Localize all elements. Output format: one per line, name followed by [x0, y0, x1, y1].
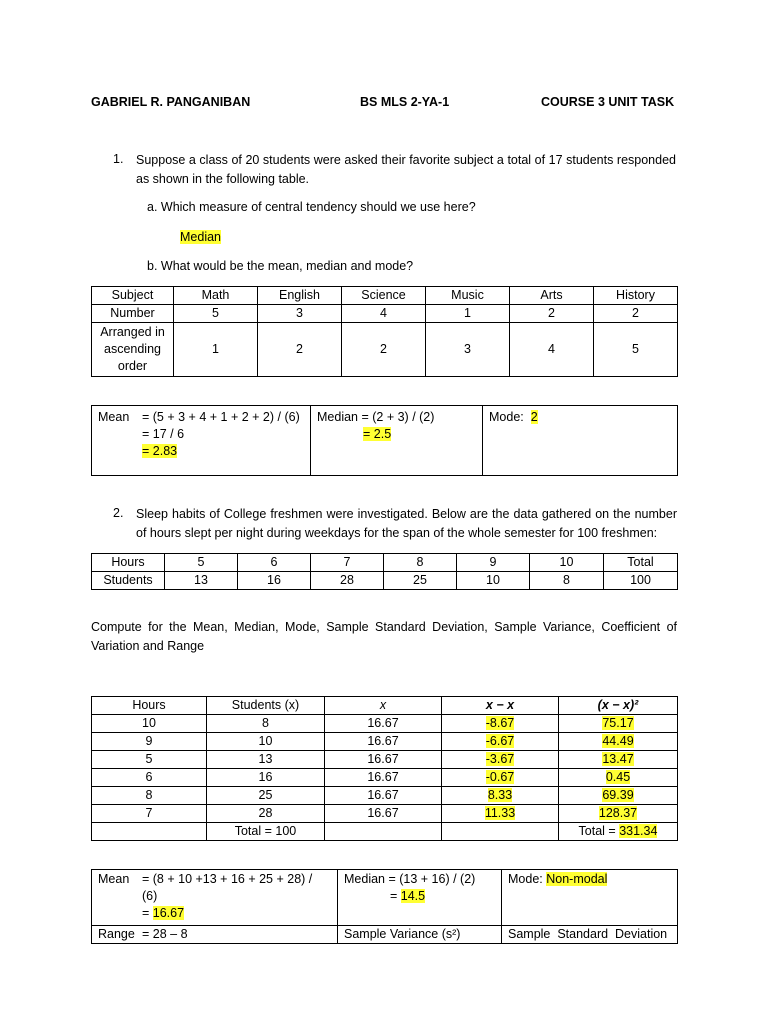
arranged-cell: 1 — [174, 323, 258, 377]
mean-formula: = (5 + 3 + 4 + 1 + 2 + 2) / (6) — [142, 410, 300, 424]
row-label-number: Number — [92, 305, 174, 323]
arranged-cell: 2 — [258, 323, 342, 377]
deviation-value: -8.67 — [485, 716, 515, 730]
calc-cell: 28 — [207, 805, 325, 823]
calc-header: Students (x) — [207, 697, 325, 715]
deviation-value: -6.67 — [485, 734, 515, 748]
calc-cell: 5 — [92, 751, 207, 769]
calc-cell: 10 — [207, 733, 325, 751]
number-row — [92, 305, 678, 323]
variance-cell: Sample Variance (s²) — [338, 926, 502, 944]
squared-value: 44.49 — [602, 734, 634, 748]
total-row — [92, 823, 678, 841]
summary-median-cell: Median = (13 + 16) / (2) = 14.5 — [338, 870, 502, 926]
hours-cell: 9 — [457, 554, 530, 572]
subject-row — [92, 287, 678, 305]
q1-part-a: a. Which measure of central tendency should we use here? — [147, 200, 476, 214]
students-cell: 28 — [311, 572, 384, 590]
mean-result: = 2.83 — [142, 444, 178, 458]
arranged-cell: 2 — [342, 323, 426, 377]
number-cell: 2 — [594, 305, 678, 323]
range-label: Range — [98, 927, 135, 941]
hours-cell: 6 — [238, 554, 311, 572]
q1-stats-box — [91, 405, 678, 476]
q1-answer-a — [180, 230, 221, 244]
deviation-value: -3.67 — [485, 752, 515, 766]
summary-mean-result: 16.67 — [152, 906, 185, 920]
hours-label: Hours — [92, 554, 165, 572]
subject-table — [91, 286, 678, 377]
calc-cell — [559, 805, 678, 823]
subject-cell: Math — [174, 287, 258, 305]
mean-fraction: = 17 / 6 — [142, 427, 185, 441]
calc-cell: 9 — [92, 733, 207, 751]
median-cell — [311, 406, 483, 476]
row-label-subject: Subject — [92, 287, 174, 305]
summary-median-formula: Median = (13 + 16) / (2) — [344, 872, 476, 886]
calc-cell — [559, 733, 678, 751]
hours-cell: 8 — [384, 554, 457, 572]
author-name: GABRIEL R. PANGANIBAN — [91, 95, 251, 109]
calc-cell: 10 — [92, 715, 207, 733]
table-row — [92, 769, 678, 787]
number-cell: 2 — [510, 305, 594, 323]
table-row — [92, 715, 678, 733]
sd-cell: Sample Standard Deviation — [502, 926, 678, 944]
students-label: Students — [92, 572, 165, 590]
deviation-value: 11.33 — [484, 806, 516, 820]
q1-part-b: b. What would be the mean, median and mode? — [147, 259, 414, 273]
arranged-row — [92, 323, 678, 377]
calc-cell: 25 — [207, 787, 325, 805]
task-title: COURSE 3 UNIT TASK — [541, 95, 675, 109]
calc-cell — [442, 751, 559, 769]
students-cell: 13 — [165, 572, 238, 590]
subject-cell: Arts — [510, 287, 594, 305]
squared-value: 69.39 — [602, 788, 634, 802]
calc-cell: 6 — [92, 769, 207, 787]
total-squared-value: 331.34 — [619, 824, 658, 838]
students-cell: 16 — [238, 572, 311, 590]
calc-cell — [442, 769, 559, 787]
q1-text: Suppose a class of 20 students were asked their favorite subject a total of 17 students responded as shown in the following table. — [136, 153, 676, 186]
subject-cell: English — [258, 287, 342, 305]
calc-cell — [559, 751, 678, 769]
subject-cell: History — [594, 287, 678, 305]
squared-value: 128.37 — [598, 806, 638, 820]
calc-cell — [442, 805, 559, 823]
calc-cell: 7 — [92, 805, 207, 823]
calc-cell — [442, 787, 559, 805]
students-cell: 8 — [530, 572, 604, 590]
q1-number: 1. — [113, 152, 124, 166]
calc-cell: 16.67 — [325, 769, 442, 787]
calc-cell — [92, 823, 207, 841]
mode-cell — [483, 406, 678, 476]
calc-table — [91, 696, 678, 841]
q2-number: 2. — [113, 506, 124, 520]
range-cell — [92, 926, 338, 944]
section-code: BS MLS 2-YA-1 — [360, 95, 450, 109]
calc-cell: 16.67 — [325, 787, 442, 805]
table-row — [92, 787, 678, 805]
hours-row — [92, 554, 678, 572]
table-row — [92, 733, 678, 751]
calc-header: Hours — [92, 697, 207, 715]
subject-cell: Science — [342, 287, 426, 305]
median-result: = 2.5 — [363, 427, 392, 441]
calc-cell — [442, 715, 559, 733]
calc-cell: 16 — [207, 769, 325, 787]
squared-value: 0.45 — [605, 770, 631, 784]
range-value: = 28 – 8 — [142, 927, 188, 941]
summary-mean-formula: = (8 + 10 +13 + 16 + 25 + 28) / (6) — [142, 872, 313, 903]
total-squared-label: Total = — [578, 824, 620, 838]
calc-cell — [559, 769, 678, 787]
number-cell: 4 — [342, 305, 426, 323]
students-cell: 25 — [384, 572, 457, 590]
calc-header-row — [92, 697, 678, 715]
calc-header: x − x — [442, 697, 559, 715]
subject-cell: Music — [426, 287, 510, 305]
mean-cell — [92, 406, 311, 476]
calc-cell: 13 — [207, 751, 325, 769]
compute-instructions: Compute for the Mean, Median, Mode, Sample Standard Deviation, Sample Variance, Coefficient of Variation and Range — [91, 620, 677, 653]
calc-cell — [559, 715, 678, 733]
calc-header: x — [325, 697, 442, 715]
mode-label: Mode: — [489, 410, 524, 424]
median-formula: Median = (2 + 3) / (2) — [317, 410, 435, 424]
summary-mean-cell: Mean = (8 + 10 +13 + 16 + 25 + 28) / (6) = 16.67 — [92, 870, 338, 926]
students-cell: 10 — [457, 572, 530, 590]
summary-mean-label: Mean — [98, 872, 130, 886]
hours-cell: 5 — [165, 554, 238, 572]
calc-cell: 16.67 — [325, 733, 442, 751]
calc-header: (x − x)² — [559, 697, 678, 715]
students-cell: 100 — [604, 572, 678, 590]
squared-value: 13.47 — [602, 752, 634, 766]
hours-cell: 7 — [311, 554, 384, 572]
summary-mode-label: Mode: — [508, 872, 543, 886]
table-row — [92, 805, 678, 823]
hours-cell: 10 — [530, 554, 604, 572]
row-label-arranged: Arranged in ascending order — [92, 323, 174, 377]
calc-cell — [442, 733, 559, 751]
arranged-cell: 3 — [426, 323, 510, 377]
hours-cell: Total — [604, 554, 678, 572]
calc-cell: 16.67 — [325, 751, 442, 769]
deviation-value: -0.67 — [485, 770, 515, 784]
calc-cell — [325, 823, 442, 841]
arranged-cell: 4 — [510, 323, 594, 377]
calc-cell — [442, 823, 559, 841]
calc-cell: 8 — [207, 715, 325, 733]
students-row — [92, 572, 678, 590]
summary-mode-cell — [502, 870, 678, 926]
mean-label: Mean — [98, 410, 130, 424]
total-squared — [559, 823, 678, 841]
calc-cell: 8 — [92, 787, 207, 805]
number-cell: 3 — [258, 305, 342, 323]
q1-answer-a-highlight: Median — [180, 230, 221, 244]
arranged-cell: 5 — [594, 323, 678, 377]
number-cell: 1 — [426, 305, 510, 323]
hours-table — [91, 553, 678, 590]
calc-cell — [559, 787, 678, 805]
mode-value: 2 — [530, 410, 538, 424]
summary-mode-value: Non-modal — [546, 872, 608, 886]
total-students: Total = 100 — [207, 823, 325, 841]
q2-text: Sleep habits of College freshmen were investigated. Below are the data gathered on the number of hours slept per night during weekdays for the span of the whole semester for 100 freshmen: — [136, 507, 677, 540]
calc-cell: 16.67 — [325, 715, 442, 733]
q2-summary-box — [91, 869, 678, 944]
squared-value: 75.17 — [602, 716, 634, 730]
summary-median-result: 14.5 — [400, 889, 426, 903]
calc-cell: 16.67 — [325, 805, 442, 823]
number-cell: 5 — [174, 305, 258, 323]
table-row — [92, 751, 678, 769]
deviation-value: 8.33 — [487, 788, 513, 802]
